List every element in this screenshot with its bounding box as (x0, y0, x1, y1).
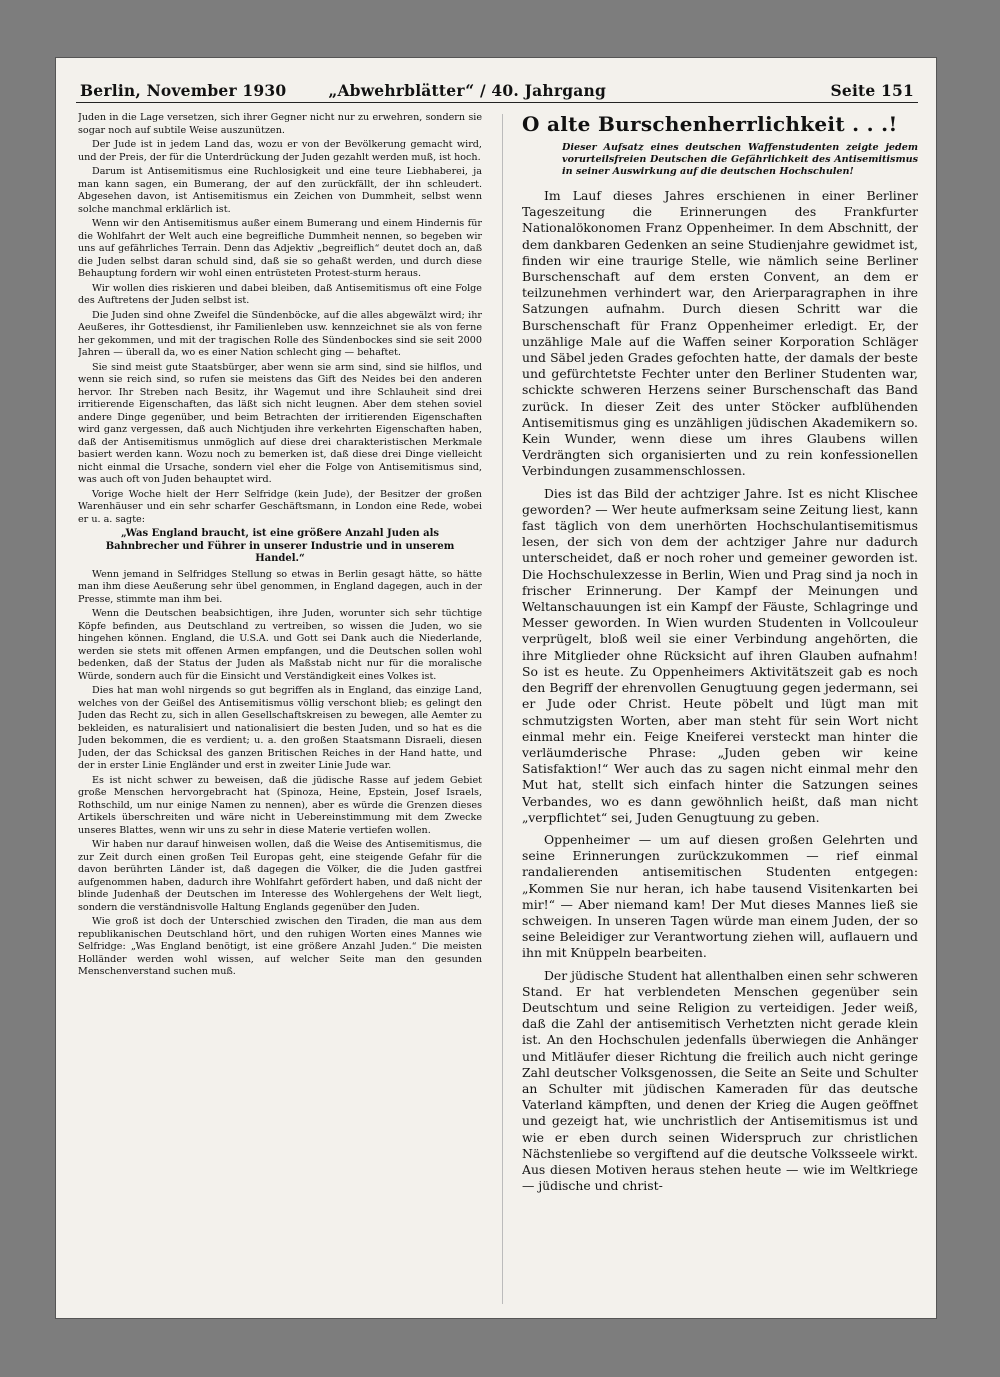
left-paragraph: Es ist nicht schwer zu beweisen, daß die jüdische Rasse auf jedem Gebiet große Menschen hervorgebracht hat (Spinoza, Heine, Epstein, Josef Israels, Rothschild, um nur einige Namen zu nennen), aber es würde die Grenzen dieses Artikels überschreiten und wäre nicht in Uebereinstimmung mit dem Zwecke unseres Blattes, wenn wir uns zu sehr in diese Materie vertiefen wollen. (78, 774, 482, 836)
right-paragraph: Der jüdische Student hat allenthalben einen sehr schweren Stand. Er hat verblendeten Menschen gegenüber sein Deutschtum und seine Religion zu verteidigen. Jeder weiß, daß die Zahl der antisemitisch Verhetzten nicht gerade klein ist. An den Hochschulen jedenfalls überwiegen die Anhänger und Mitläufer dieser Richtung die freilich auch nicht geringe Zahl deutscher Volksgenossen, die Seite an Seite und Schulter an Schulter mit jüdischen Kameraden für das deutsche Vaterland kämpften, und denen der Krieg die Augen geöffnet und gezeigt hat, wie unchristlich der Antisemitismus ist und wie er eben durch seinen Widerspruch zur christlichen Nächstenliebe so vergiftend auf die deutsche Volksseele wirkt. Aus diesen Motiven heraus stehen heute — wie im Weltkriege — jüdische und christ- (522, 967, 918, 1194)
header-publication: „Abwehrblätter“ / 40. Jahrgang (328, 81, 606, 100)
selfridge-quote: „Was England braucht, ist eine größere Anzahl Juden als Bahnbrecher und Führer in unserer Industrie und in unserem Handel.“ (105, 528, 455, 564)
left-paragraph: Wie groß ist doch der Unterschied zwischen den Tiraden, die man aus dem republikanischen Deutschland hört, und den ruhigen Worten eines Mannes wie Selfridge: „Was England benötigt, ist eine größere Anzahl Juden.“ Die meisten Holländer werden wohl wissen, auf welcher Seite man den gesunden Menschenverstand suchen muß. (78, 916, 482, 977)
page-header (80, 66, 914, 100)
left-paragraph: Wenn jemand in Selfridges Stellung so etwas in Berlin gesagt hätte, so hätte man ihm diese Aeußerung sehr übel genommen, in England dagegen, auch in der Presse, stimmte man ihm bei. (78, 568, 482, 605)
left-paragraph: Darum ist Antisemitismus eine Ruchlosigkeit und eine teure Liebhaberei, ja man kann sagen, ein Bumerang, der auf den zurückfällt, der ihn schleudert. Abgesehen davon, ist Antisemitismus ein Zeichen von Dummheit, selbst wenn solche manchmal erklärlich ist. (78, 166, 482, 215)
left-paragraph: Vorige Woche hielt der Herr Selfridge (kein Jude), der Besitzer der großen Warenhäuser und ein sehr scharfer Geschäftsmann, in London eine Rede, wobei er u. a. sagte: (78, 488, 482, 525)
left-paragraph: Der Jude ist in jedem Land das, wozu er von der Bevölkerung gemacht wird, und der Preis, der für die Unterdrückung der Juden gezahlt werden muß, ist hoch. (78, 139, 482, 163)
article-title: O alte Burschenherrlichkeit . . .! (522, 112, 898, 136)
left-paragraph: Wenn wir den Antisemitismus außer einem Bumerang und einem Hindernis für die Wohlfahrt der Welt auch eine begreifliche Dummheit nennen, so begeben wir uns auf gefährliches Terrain. Denn das Adjektiv „begreiflich“ deutet doch an, daß die Juden selbst daran schuld sind, daß sie so gehaßt werden, und durch diese Behauptung fordern wir wohl einen entrüsteten Protest-sturm heraus. (78, 218, 482, 279)
newspaper-page (56, 58, 936, 1318)
left-paragraph: Die Juden sind ohne Zweifel die Sündenböcke, auf die alles abgewälzt wird; ihr Aeußeres, ihr Gottesdienst, ihr Familienleben usw. kennzeichnet sie als von ferne her gekommen, und mit der tragischen Rolle des Sündenbockes sind sie seit 2000 Jahren — überall da, wo es einer Nation schlecht ging — behaftet. (78, 309, 482, 358)
left-paragraph: Sie sind meist gute Staatsbürger, aber wenn sie arm sind, sind sie hilflos, und wenn sie reich sind, so rufen sie meistens das Gift des Neides bei den anderen hervor. Ihr Streben nach Besitz, ihr Wagemut und ihre Schlauheit sind drei irritierende Eigenschaften, das läßt sich nicht leugnen. Aber dem stehen soviel andere Dinge gegenüber, und beim Betrachten der irritierenden Eigenschaften wird ganz vergessen, daß auch Nichtjuden ihre verkehrten Eigenschaften haben, daß der Antisemitismus unmöglich auf diese drei charakteristischen Merkmale basiert werden kann. Wozu noch zu bemerken ist, daß diese drei Dinge vielleicht nicht einmal die Ursache, sondern viel eher die Folge von Antisemitismus sind, was auch oft von Juden behauptet wird. (78, 361, 482, 485)
left-paragraph: Wir haben nur darauf hinweisen wollen, daß die Weise des Antisemitismus, die zur Zeit durch einen großen Teil Europas geht, eine steigende Gefahr für die davon berührten Länder ist, daß dagegen die Völker, die die Juden gastfrei aufgenommen haben, dadurch ihre Wohlfahrt gefördert haben, und daß nicht der blinde Judenhaß der Deutschen im Interesse des Wohlergehens der Welt liegt, sondern die verständnisvolle Haltung Englands gegenüber den Juden. (78, 839, 482, 913)
right-paragraph: Oppenheimer — um auf diesen großen Gelehrten und seine Erinnerungen zurückzukommen — rief einmal randalierenden antisemitischen Studenten entgegen: „Kommen Sie nur heran, ich habe tausend Visitenkarten bei mir!“ — Aber niemand kam! Der Mut dieses Mannes ließ sie schweigen. In unseren Tagen würde man einem Juden, der so seine Beleidiger zur Verantwortung ziehen will, auflauern und ihn mit Knüppeln bearbeiten. (522, 831, 918, 961)
article-subtitle: Dieser Aufsatz eines deutschen Waffenstudenten zeigte jedem vorurteilsfreien Deutschen die Gefährlichkeit des Antisemitismus in seiner Auswirkung auf die deutschen Hochschulen! (562, 142, 918, 177)
right-paragraph: Dies ist das Bild der achtziger Jahre. Ist es nicht Klischee geworden? — Wer heute aufmerksam seine Zeitung liest, kann fast täglich von dem unerhörten Hochschulantisemitismus lesen, der sich von dem der achtziger Jahre nur dadurch unterscheidet, daß er noch roher und gemeiner geworden ist. Die Hochschulexzesse in Berlin, Wien und Prag sind ja noch in frischer Erinnerung. Der Kampf der Meinungen und Weltanschauungen ist ein Kampf der Fäuste, Schlagringe und Messer geworden. In Wien wurden Studenten in Vollcouleur verprügelt, bloß weil sie einer Verbindung angehörten, die ihre Mitglieder ohne Rücksicht auf ihren Glauben aufnahm! So ist es heute. Zu Oppenheimers Aktivitätszeit gab es noch den Begriff der ehrenvollen Genugtuung gegen jedermann, sei er Jude oder Christ. Heute pöbelt und lügt man mit schmutzigsten Worten, aber man steht für sein Wort nicht einmal mehr ein. Feige Kneiferei versteckt man hinter die verläumderische Phrase: „Juden geben wir keine Satisfaktion!“ Wer auch das zu sagen nicht einmal mehr den Mut hat, stellt sich einfach hinter die Satzungen seines Verbandes, wo es dann gewöhnlich heißt, daß man nicht „verpflichtet“ sei, Juden Genugtuung zu geben. (522, 485, 918, 825)
left-paragraph: Wir wollen dies riskieren und dabei bleiben, daß Antisemitismus oft eine Folge des Auftretens der Juden selbst ist. (78, 282, 482, 306)
left-paragraph: Juden in die Lage versetzen, sich ihrer Gegner nicht nur zu erwehren, sondern sie sogar noch auf subtile Weise auszunützen. (78, 112, 482, 136)
header-rule (76, 102, 918, 103)
left-column (78, 112, 482, 1308)
header-place-date: Berlin, November 1930 (80, 81, 287, 100)
right-paragraph: Im Lauf dieses Jahres erschienen in einer Berliner Tageszeitung die Erinnerungen des Frankfurter Nationalökonomen Franz Oppenheimer. In dem Abschnitt, der dem dankbaren Gedenken an seine Studienjahre gewidmet ist, finden wir eine traurige Stelle, wie nämlich seine Berliner Burschenschaft auf dem ersten Convent, an dem er teilzunehmen verhindert war, den Arierparagraphen in ihre Satzungen aufnahm. Durch diesen Schritt war die Burschenschaft für Franz Oppenheimer erledigt. Er, der unzählige Male auf die Waffen seiner Korporation Schläger und Säbel jeden Grades gefochten hatte, der damals der beste und gefürchtetste Fechter unter den Berliner Studenten war, schickte schweren Herzens seiner Burschenschaft das Band zurück. In dieser Zeit des unter Stöcker aufblühenden Antisemitismus ging es unzähligen jüdischen Akademikern so. Kein Wunder, wenn diese um ihres Glaubens willen Verdrängten sich organisierten und zu rein konfessionellen Verbindungen zusammenschlossen. (522, 188, 918, 479)
left-paragraph: Wenn die Deutschen beabsichtigen, ihre Juden, worunter sich sehr tüchtige Köpfe befinden, aus Deutschland zu vertreiben, so wissen die Juden, wo sie hingehen können. England, die U.S.A. und Gott sei Dank auch die Niederlande, werden sie stets mit offenen Armen empfangen, und die Deutschen sollen wohl bedenken, daß der Status der Juden als Maßstab nicht nur für die moralische Würde, sondern auch für die Einsicht und Verständigkeit eines Volkes ist. (78, 608, 482, 682)
header-page-number: Seite 151 (830, 81, 914, 100)
right-column (522, 112, 918, 1308)
column-divider (502, 114, 503, 1304)
left-paragraph: Dies hat man wohl nirgends so gut begriffen als in England, das einzige Land, welches von der Geißel des Antisemitismus völlig verschont blieb; es gelingt den Juden das Recht zu, sich in allen Gesellschaftskreisen zu bewegen, alle Aemter zu bekleiden, es naturalisiert und nationalisiert die besten Juden, und so hat es die Juden bekommen, die es verdient; u. a. den großen Staatsmann Disraeli, diesen Juden, der das Schicksal des ganzen Britischen Reiches in der Hand hatte, und der in erster Linie Engländer und erst in zweiter Linie Jude war. (78, 685, 482, 771)
